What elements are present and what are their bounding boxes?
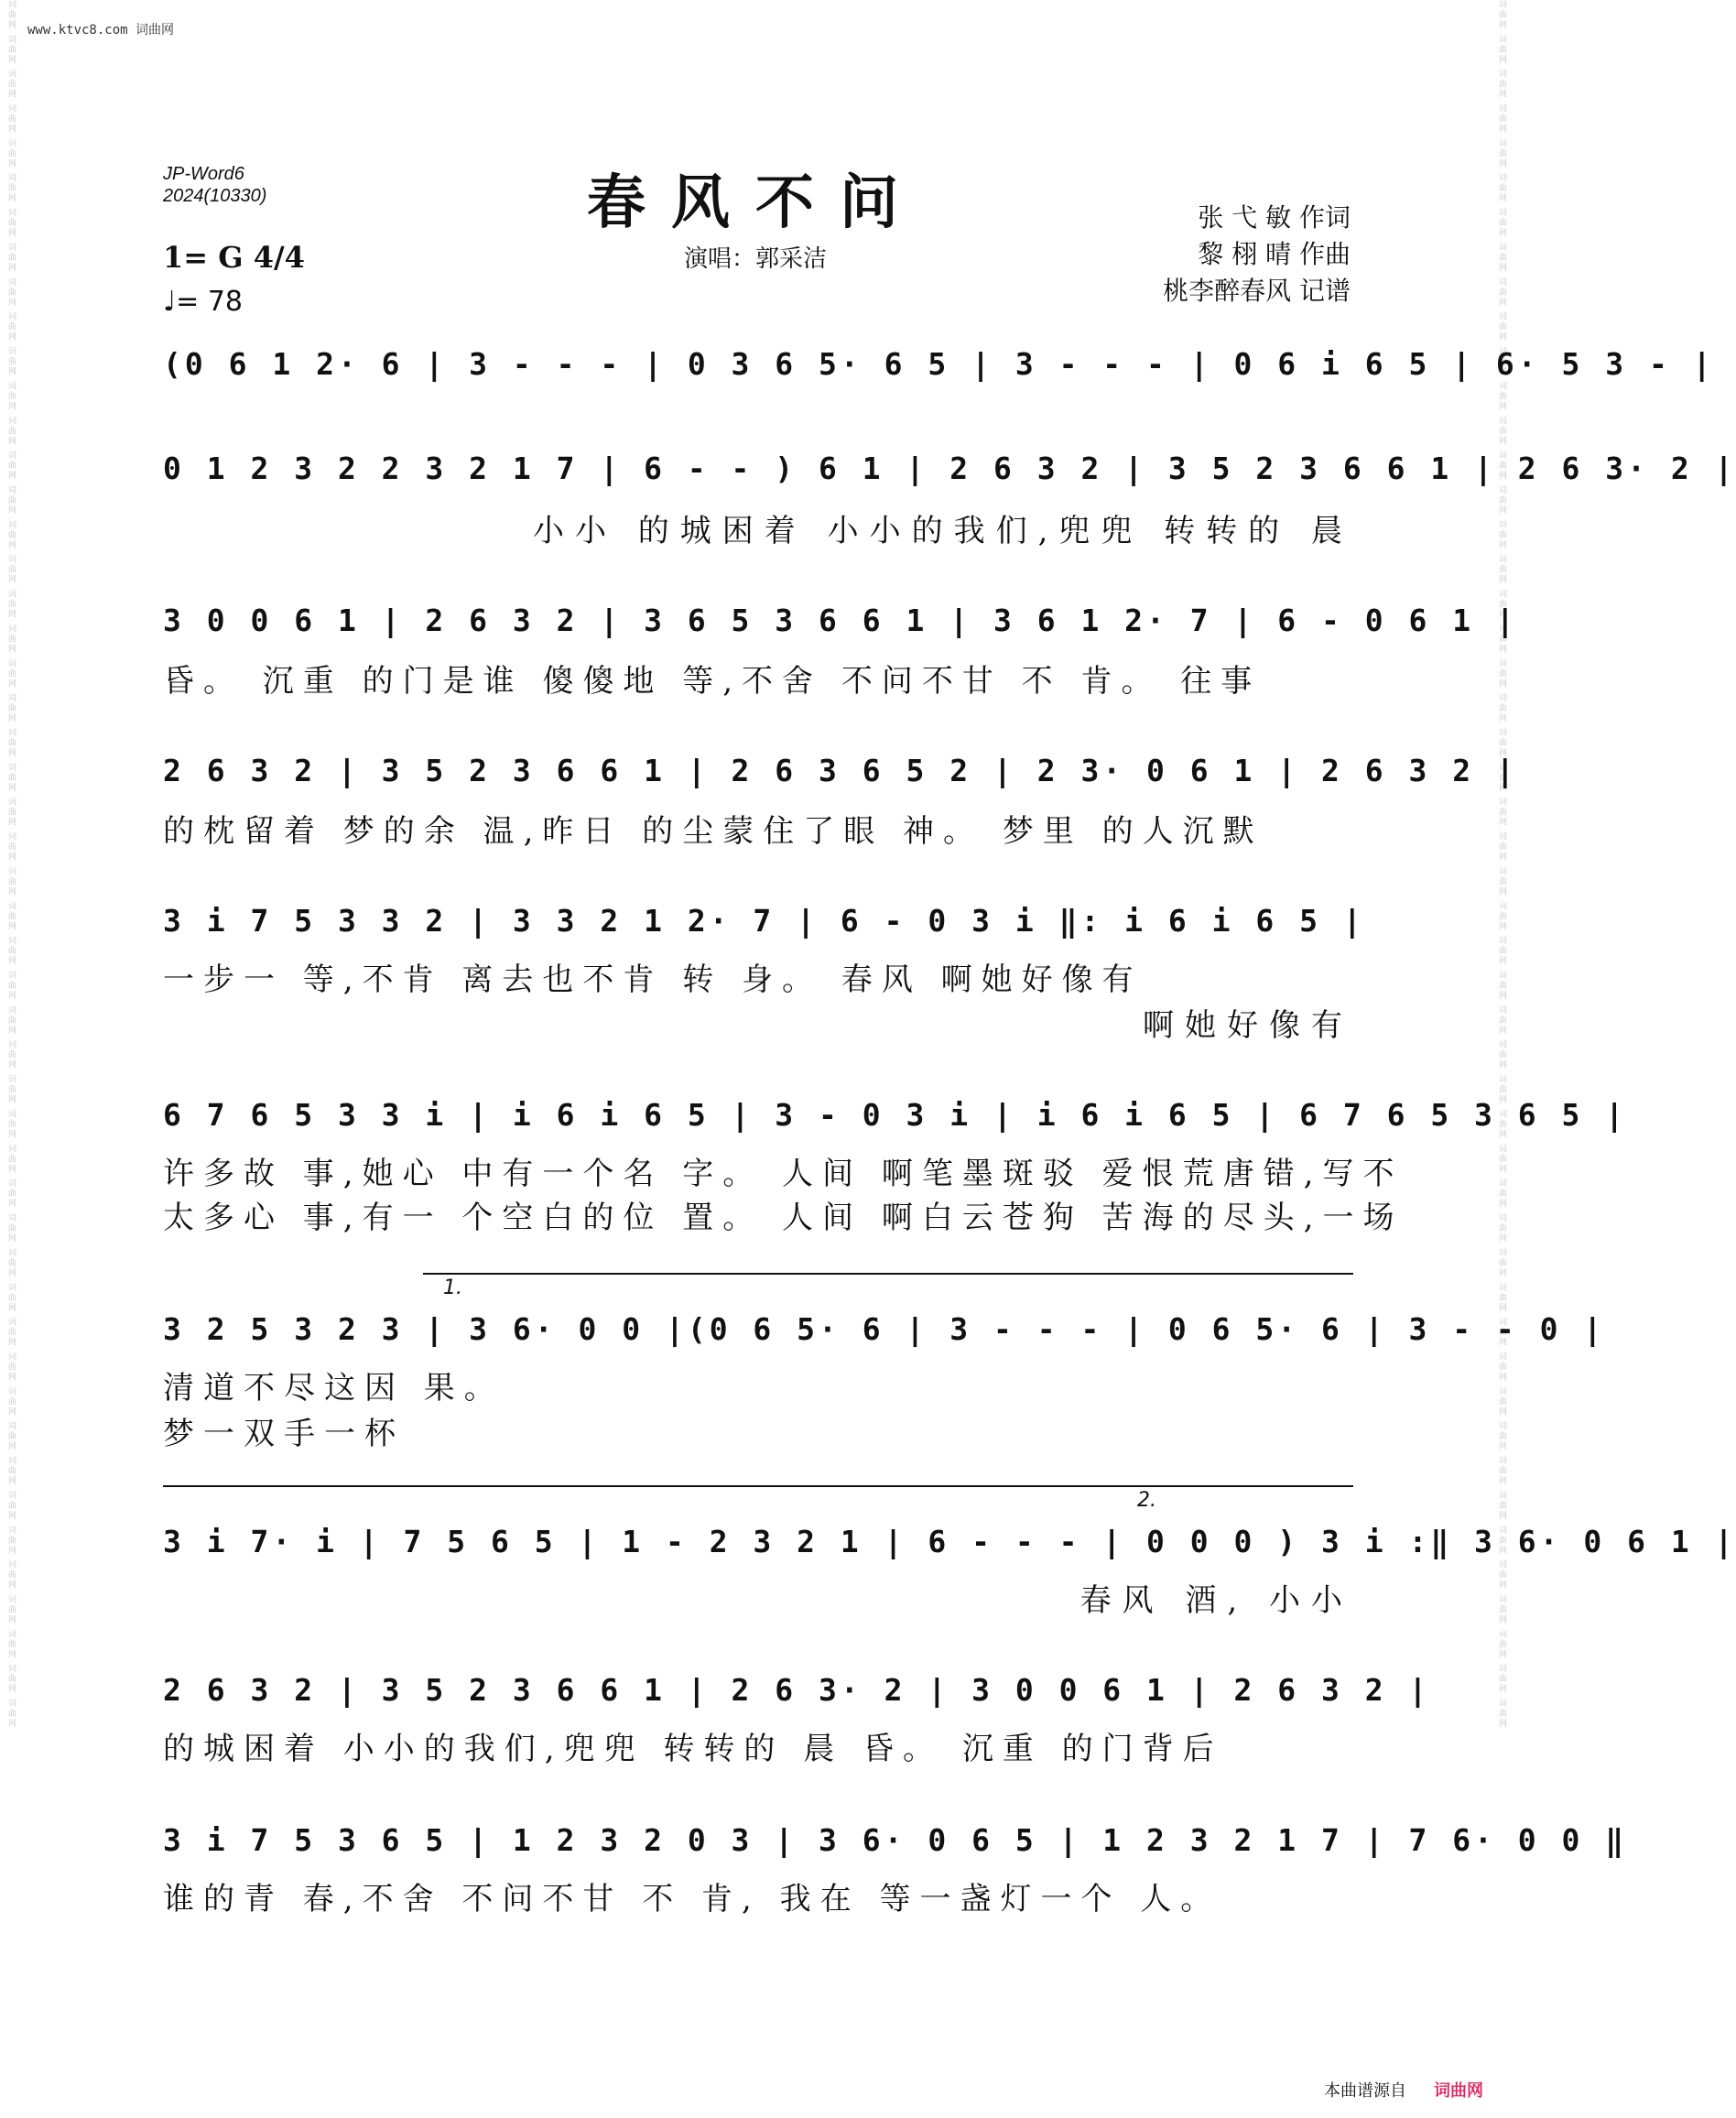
site-watermark: www.ktvc8.com 词曲网 bbox=[27, 23, 175, 38]
song-title: 春风不问 bbox=[587, 168, 924, 237]
composer-credit: 黎 栩 晴 作曲 bbox=[1198, 239, 1351, 269]
notation-line-7: 3 2 5 3 2 3 | 3 6· 0 0 |(0 6 5· 6 | 3 - - - | 0 6 5· 6 | 3 - - 0 | bbox=[163, 1311, 1606, 1347]
lyric-line-7b: 梦一双手一杯 bbox=[163, 1416, 405, 1452]
ending-label-2: 2. bbox=[1137, 1489, 1156, 1512]
software-label: JP-Word6 bbox=[163, 164, 244, 184]
right-side-watermark: 词曲网 词曲网 词曲网 词曲网 词曲网 词曲网 词曲网 词曲网 词曲网 词曲网 词曲网 词曲网 词曲网 词曲网 词曲网 词曲网 词曲网 词曲网 词曲网 词曲网 词曲网 词曲网 词曲网 词曲网 词曲网 词曲网 词曲网 词曲网 词曲网 词曲网 词曲网 词曲网 词曲网 词曲网 词曲网 词曲网 词曲网 词曲网 词曲网 词曲网 词曲网 词曲网 词曲网 词曲网 词曲网 词曲网 词曲网 词曲网 词曲网 词曲网 bbox=[1497, 0, 1506, 1730]
lyric-line-7a: 清道不尽这因 果。 bbox=[163, 1370, 505, 1407]
notation-line-5: 3 i 7 5 3 3 2 | 3 3 2 1 2· 7 | 6 - 0 3 i ‖: i 6 i 6 5 | bbox=[163, 903, 1365, 939]
lyric-line-5a: 一步一 等,不肯 离去也不肯 转 身。 春风 啊她好像有 bbox=[163, 961, 1143, 998]
lyric-line-10: 谁的青 春,不舍 不问不甘 不 肯, 我在 等一盏灯一个 人。 bbox=[163, 1881, 1221, 1917]
notation-line-10: 3 i 7 5 3 6 5 | 1 2 3 2 0 3 | 3 6· 0 6 5 | 1 2 3 2 1 7 | 7 6· 0 0 ‖ bbox=[163, 1822, 1628, 1858]
lyric-line-5b: 啊她好像有 bbox=[1143, 1007, 1353, 1044]
transcriber-credit: 桃李醉春风 记谱 bbox=[1163, 276, 1351, 306]
lyric-line-4: 的枕留着 梦的余 温,昨日 的尘蒙住了眼 神。 梦里 的人沉默 bbox=[163, 813, 1264, 850]
notation-line-3: 3 0 0 6 1 | 2 6 3 2 | 3 6 5 3 6 6 1 | 3 6 1 2· 7 | 6 - 0 6 1 | bbox=[163, 603, 1518, 638]
singer-credit: 演唱：郭采洁 bbox=[683, 245, 827, 273]
lyric-line-6a: 许多故 事,她心 中有一个名 字。 人间 啊笔墨斑驳 爱恨荒唐错,写不 bbox=[163, 1156, 1404, 1192]
notation-line-6: 6 7 6 5 3 3 i | i 6 i 6 5 | 3 - 0 3 i | i 6 i 6 5 | 6 7 6 5 3 6 5 | bbox=[163, 1097, 1628, 1133]
lyric-line-3: 昏。 沉重 的门是谁 傻傻地 等,不舍 不问不甘 不 肯。 往事 bbox=[163, 663, 1262, 700]
notation-line-1: (0 6 1 2· 6 | 3 - - - | 0 3 6 5· 6 5 | 3 - - - | 0 6 i 6 5 | 6· 5 3 - | bbox=[163, 346, 1715, 382]
footer bbox=[1324, 2078, 1483, 2102]
notation-line-8: 3 i 7· i | 7 5 6 5 | 1 - 2 3 2 1 | 6 - - - | 0 0 0 ) 3 i :‖ 3 6· 0 6 1 | bbox=[163, 1524, 1736, 1559]
key-signature: 1= G 4/4 bbox=[163, 240, 305, 275]
footer-brand-link[interactable]: 词曲网 bbox=[1434, 2081, 1483, 2101]
lyric-line-8: 春风 酒, 小小 bbox=[1080, 1582, 1353, 1619]
ending-bracket-1 bbox=[423, 1273, 1353, 1275]
credits-block bbox=[1108, 200, 1351, 310]
left-side-watermark: 词曲网 词曲网 词曲网 词曲网 词曲网 词曲网 词曲网 词曲网 词曲网 词曲网 词曲网 词曲网 词曲网 词曲网 词曲网 词曲网 词曲网 词曲网 词曲网 词曲网 词曲网 词曲网 词曲网 词曲网 词曲网 词曲网 词曲网 词曲网 词曲网 词曲网 词曲网 词曲网 词曲网 词曲网 词曲网 词曲网 词曲网 词曲网 词曲网 词曲网 词曲网 词曲网 词曲网 词曲网 词曲网 词曲网 词曲网 词曲网 词曲网 词曲网 bbox=[6, 0, 16, 1730]
notation-line-4: 2 6 3 2 | 3 5 2 3 6 6 1 | 2 6 3 6 5 2 | 2 3· 0 6 1 | 2 6 3 2 | bbox=[163, 753, 1518, 788]
lyric-line-2: 小小 的城困着 小小的我们,兜兜 转转的 晨 bbox=[532, 513, 1353, 549]
ending-bracket-2 bbox=[163, 1485, 1353, 1487]
footer-source: 本曲谱源自 bbox=[1324, 2081, 1406, 2101]
tempo-marking: ♩= 78 bbox=[163, 286, 243, 318]
lyric-line-9: 的城困着 小小的我们,兜兜 转转的 晨 昏。 沉重 的门背后 bbox=[163, 1731, 1223, 1767]
notation-line-9: 2 6 3 2 | 3 5 2 3 6 6 1 | 2 6 3· 2 | 3 0 0 6 1 | 2 6 3 2 | bbox=[163, 1672, 1431, 1708]
lyric-line-6b: 太多心 事,有一 个空白的位 置。 人间 啊白云苍狗 苦海的尽头,一场 bbox=[163, 1200, 1404, 1236]
version-label: 2024(10330) bbox=[163, 186, 267, 206]
ending-label-1: 1. bbox=[443, 1276, 462, 1299]
lyricist-credit: 张 弋 敏 作词 bbox=[1198, 202, 1351, 233]
notation-line-2: 0 1 2 3 2 2 3 2 1 7 | 6 - - ) 6 1 | 2 6 3 2 | 3 5 2 3 6 6 1 | 2 6 3· 2 | bbox=[163, 451, 1736, 486]
